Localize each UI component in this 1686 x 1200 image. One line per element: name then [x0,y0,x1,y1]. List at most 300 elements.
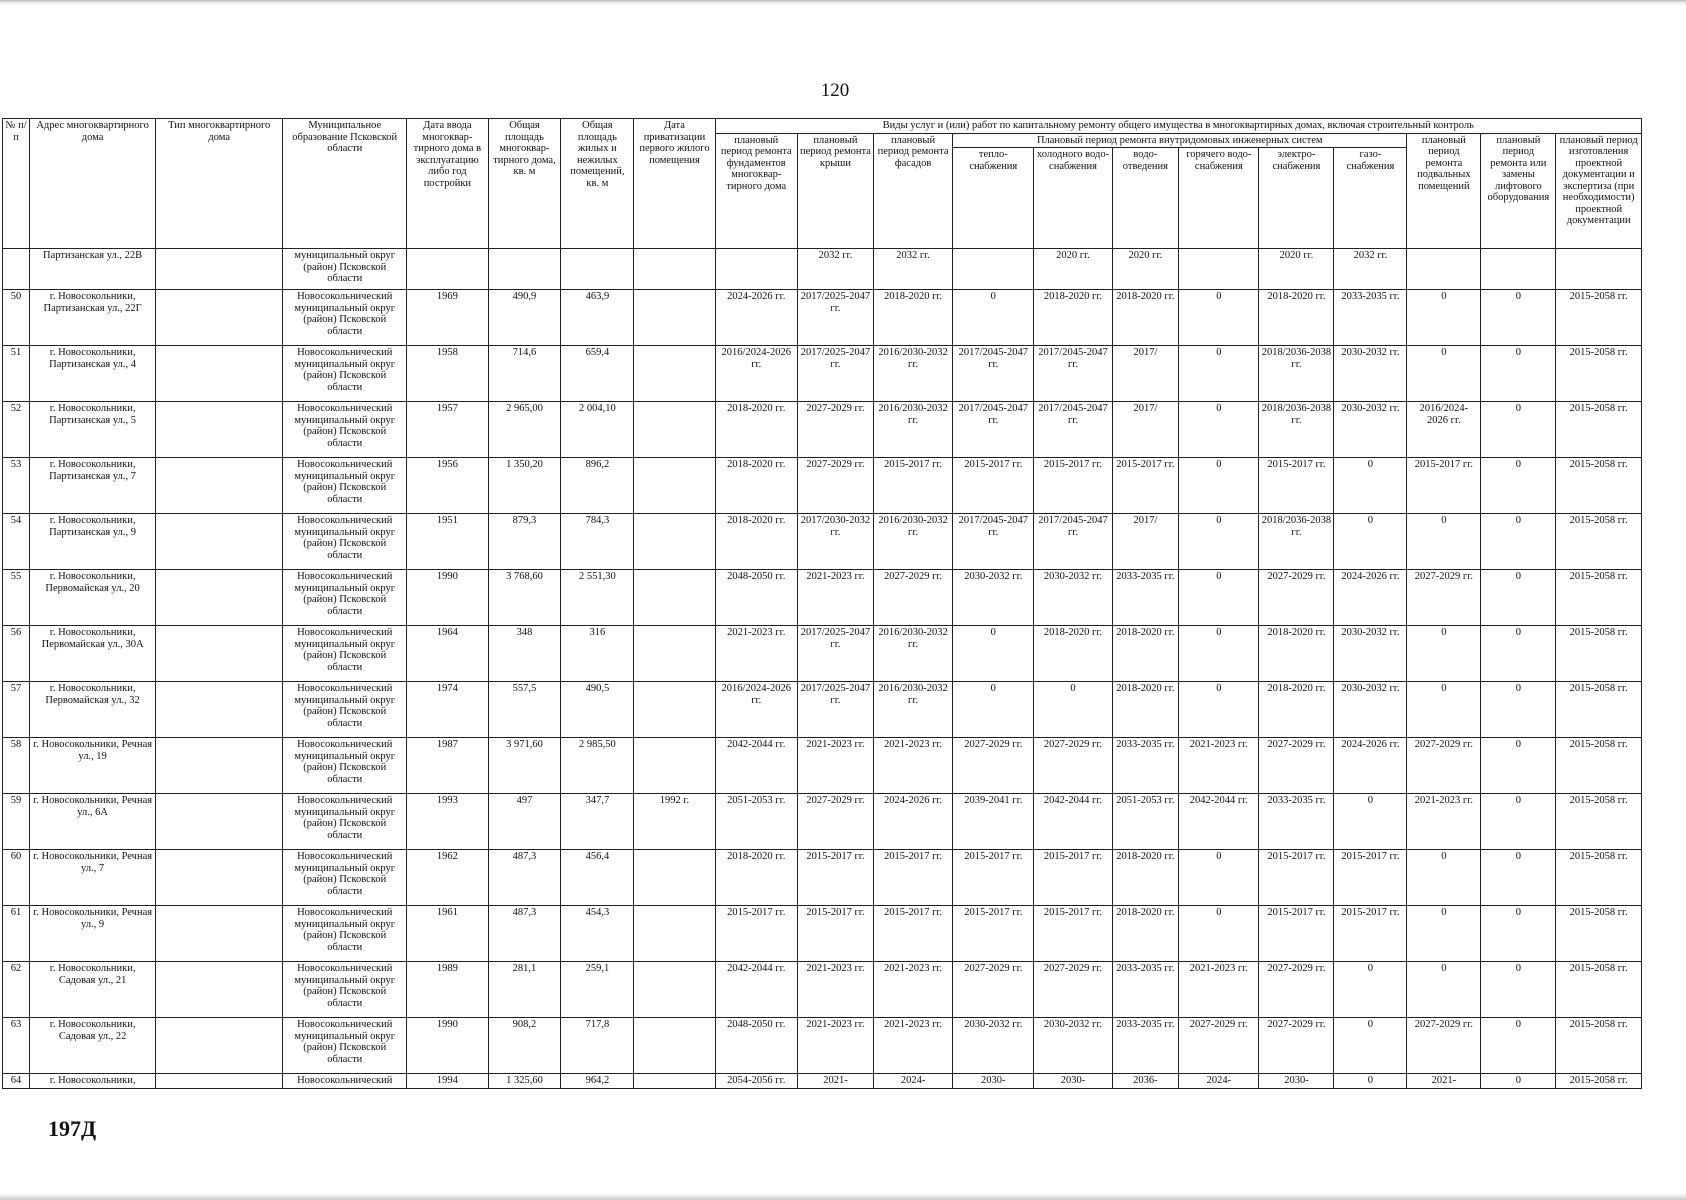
cell-year: 1974 [407,682,488,738]
cell-address: г. Новосокольники, Речная ул., 7 [30,850,156,906]
cell-sewer: 2015-2017 гг. [1112,458,1179,514]
cell-elevator: 0 [1481,962,1556,1018]
cell-roof: 2017/2025-2047 гг. [797,682,873,738]
cell-gas: 2024-2026 гг. [1334,570,1407,626]
cell-heat: 2017/2045-2047 гг. [953,402,1034,458]
cell-electric: 2027-2029 гг. [1259,1018,1334,1074]
header-works-group: Виды услуг и (или) работ по капитальному ремонту общего имущества в многоквартирных домах, включая строительный контроль [715,119,1641,134]
cell-sewer: 2033-2035 гг. [1112,1018,1179,1074]
cell-cold-water: 2017/2045-2047 гг. [1034,402,1112,458]
header-total-area: Общая площадь многоквар-тирного дома, кв. м [488,119,561,249]
cell-elevator: 0 [1481,906,1556,962]
header-design: плановый период изготовления проектной документации и экспертиза (при необходимости) проектной документации [1556,133,1642,249]
header-electric: электро-снабжения [1259,148,1334,249]
cell-facade: 2032 гг. [873,249,952,290]
cell-basement: 2027-2029 гг. [1407,1018,1481,1074]
cell-design: 2015-2058 гг. [1556,458,1642,514]
cell-premises-area: 717,8 [561,1018,634,1074]
cell-cold-water: 2015-2017 гг. [1034,906,1112,962]
header-gas: газо-снабжения [1334,148,1407,249]
cell-design: 2015-2058 гг. [1556,402,1642,458]
cell-facade: 2016/2030-2032 гг. [873,682,952,738]
cell-gas: 2030-2032 гг. [1334,626,1407,682]
cell-total-area: 2 965,00 [488,402,561,458]
cell-hot-water: 0 [1179,570,1259,626]
header-basement: плановый период ремонта подвальных помещений [1407,133,1481,249]
header-privatization-date: Дата приватизации первого жилого помещения [634,119,715,249]
cell-basement: 2021-2023 гг. [1407,794,1481,850]
cell-address: г. Новосокольники, Речная ул., 9 [30,906,156,962]
cell-hot-water [1179,249,1259,290]
cell-type [156,402,283,458]
cell-num: 52 [3,402,30,458]
cell-premises-area: 454,3 [561,906,634,962]
cell-hot-water: 0 [1179,290,1259,346]
table-row [3,346,1642,402]
cell-foundation: 2016/2024-2026 гг. [715,346,797,402]
cell-premises-area [561,249,634,290]
cell-gas: 0 [1334,458,1407,514]
cell-cold-water: 2015-2017 гг. [1034,458,1112,514]
cell-heat: 2030-2032 гг. [953,1018,1034,1074]
cell-type [156,458,283,514]
cell-num: 57 [3,682,30,738]
cell-total-area: 487,3 [488,850,561,906]
cell-foundation: 2054-2056 гг. [715,1074,797,1089]
cell-municipality: Новосокольнический муниципальный округ (район) Псковской области [283,626,407,682]
cell-heat: 0 [953,682,1034,738]
cell-facade: 2016/2030-2032 гг. [873,402,952,458]
cell-address: г. Новосокольники, Партизанская ул., 5 [30,402,156,458]
cell-municipality: Новосокольнический муниципальный округ (район) Псковской области [283,850,407,906]
cell-cold-water: 2030- [1034,1074,1112,1089]
cell-num: 61 [3,906,30,962]
cell-priv-date [634,626,715,682]
cell-foundation: 2015-2017 гг. [715,906,797,962]
cell-electric: 2033-2035 гг. [1259,794,1334,850]
cell-gas: 0 [1334,1074,1407,1089]
cell-basement: 0 [1407,962,1481,1018]
cell-basement: 0 [1407,906,1481,962]
scan-edge-top [0,0,1686,6]
cell-design: 2015-2058 гг. [1556,850,1642,906]
table-body [3,249,1642,1089]
cell-sewer: 2018-2020 гг. [1112,626,1179,682]
cell-electric: 2015-2017 гг. [1259,906,1334,962]
cell-hot-water: 0 [1179,514,1259,570]
cell-cold-water: 2030-2032 гг. [1034,570,1112,626]
cell-facade: 2021-2023 гг. [873,1018,952,1074]
cell-gas: 2024-2026 гг. [1334,738,1407,794]
table-row [3,794,1642,850]
cell-num: 54 [3,514,30,570]
cell-elevator: 0 [1481,458,1556,514]
cell-gas: 0 [1334,514,1407,570]
cell-address: г. Новосокольники, Садовая ул., 22 [30,1018,156,1074]
cell-electric: 2020 гг. [1259,249,1334,290]
cell-heat: 2030-2032 гг. [953,570,1034,626]
cell-roof: 2021-2023 гг. [797,570,873,626]
table-header [3,119,1642,249]
cell-design: 2015-2058 гг. [1556,906,1642,962]
cell-municipality: Новосокольнический муниципальный округ (район) Псковской области [283,402,407,458]
cell-roof: 2017/2025-2047 гг. [797,346,873,402]
cell-heat: 0 [953,290,1034,346]
table-row [3,458,1642,514]
cell-municipality: Новосокольнический [283,1074,407,1089]
cell-year: 1969 [407,290,488,346]
cell-type [156,962,283,1018]
header-type: Тип многоквартирного дома [156,119,283,249]
cell-type [156,906,283,962]
cell-gas: 2030-2032 гг. [1334,346,1407,402]
cell-heat: 2015-2017 гг. [953,458,1034,514]
table-row-partial [3,249,1642,290]
cell-priv-date [634,402,715,458]
scan-edge-bottom [0,1192,1686,1200]
cell-roof: 2017/2025-2047 гг. [797,290,873,346]
cell-facade: 2018-2020 гг. [873,290,952,346]
cell-hot-water: 0 [1179,906,1259,962]
header-commission-date: Дата ввода многоквар-тирного дома в эксплуатацию либо год постройки [407,119,488,249]
cell-facade: 2015-2017 гг. [873,458,952,514]
cell-num [3,249,30,290]
header-cold-water: холодного водо-снабжения [1034,148,1112,249]
cell-foundation: 2051-2053 гг. [715,794,797,850]
cell-total-area: 879,3 [488,514,561,570]
cell-heat: 2027-2029 гг. [953,738,1034,794]
cell-design: 2015-2058 гг. [1556,962,1642,1018]
cell-sewer: 2017/ [1112,514,1179,570]
cell-municipality: Новосокольнический муниципальный округ (район) Псковской области [283,514,407,570]
cell-foundation: 2018-2020 гг. [715,850,797,906]
table-row [3,570,1642,626]
cell-priv-date [634,1018,715,1074]
cell-foundation: 2024-2026 гг. [715,290,797,346]
cell-year: 1994 [407,1074,488,1089]
cell-year: 1961 [407,906,488,962]
cell-year: 1956 [407,458,488,514]
cell-hot-water: 2042-2044 гг. [1179,794,1259,850]
cell-total-area: 487,3 [488,906,561,962]
cell-cold-water: 2017/2045-2047 гг. [1034,514,1112,570]
cell-gas: 0 [1334,1018,1407,1074]
cell-premises-area: 456,4 [561,850,634,906]
cell-design: 2015-2058 гг. [1556,626,1642,682]
cell-roof: 2017/2025-2047 гг. [797,626,873,682]
cell-gas: 0 [1334,794,1407,850]
cell-premises-area: 896,2 [561,458,634,514]
cell-design: 2015-2058 гг. [1556,290,1642,346]
cell-foundation: 2042-2044 гг. [715,738,797,794]
cell-roof: 2015-2017 гг. [797,850,873,906]
cell-municipality: Новосокольнический муниципальный округ (район) Псковской области [283,346,407,402]
cell-hot-water: 0 [1179,458,1259,514]
cell-municipality: Новосокольнический муниципальный округ (район) Псковской области [283,682,407,738]
table-row [3,738,1642,794]
cell-hot-water: 2027-2029 гг. [1179,1018,1259,1074]
cell-priv-date [634,906,715,962]
cell-heat: 2039-2041 гг. [953,794,1034,850]
cell-facade: 2024-2026 гг. [873,794,952,850]
cell-elevator: 0 [1481,850,1556,906]
cell-cold-water: 2018-2020 гг. [1034,290,1112,346]
cell-roof: 2027-2029 гг. [797,794,873,850]
cell-municipality: Новосокольнический муниципальный округ (район) Псковской области [283,458,407,514]
cell-municipality: Новосокольнический муниципальный округ (район) Псковской области [283,906,407,962]
cell-address: г. Новосокольники, Партизанская ул., 9 [30,514,156,570]
cell-type [156,1018,283,1074]
cell-hot-water: 0 [1179,682,1259,738]
cell-num: 60 [3,850,30,906]
header-facade: плановый период ремонта фасадов [873,133,952,249]
document-code: 197Д [48,1116,97,1141]
cell-gas: 2030-2032 гг. [1334,682,1407,738]
cell-design: 2015-2058 гг. [1556,514,1642,570]
cell-hot-water: 0 [1179,850,1259,906]
cell-cold-water: 0 [1034,682,1112,738]
header-roof: плановый период ремонта крыши [797,133,873,249]
cell-electric: 2030- [1259,1074,1334,1089]
table-row [3,906,1642,962]
cell-gas: 2015-2017 гг. [1334,850,1407,906]
cell-design: 2015-2058 гг. [1556,1074,1642,1089]
cell-foundation: 2021-2023 гг. [715,626,797,682]
cell-address: г. Новосокольники, Речная ул., 6А [30,794,156,850]
cell-sewer: 2051-2053 гг. [1112,794,1179,850]
cell-foundation: 2018-2020 гг. [715,514,797,570]
cell-foundation: 2018-2020 гг. [715,458,797,514]
cell-municipality: Новосокольнический муниципальный округ (район) Псковской области [283,1018,407,1074]
cell-heat: 2027-2029 гг. [953,962,1034,1018]
cell-sewer: 2033-2035 гг. [1112,570,1179,626]
cell-foundation: 2018-2020 гг. [715,402,797,458]
cell-roof: 2021-2023 гг. [797,962,873,1018]
cell-heat [953,249,1034,290]
cell-elevator: 0 [1481,402,1556,458]
cell-type [156,1074,283,1089]
cell-type [156,290,283,346]
cell-num: 55 [3,570,30,626]
cell-total-area: 281,1 [488,962,561,1018]
cell-sewer: 2018-2020 гг. [1112,850,1179,906]
cell-basement: 2027-2029 гг. [1407,738,1481,794]
cell-roof: 2032 гг. [797,249,873,290]
cell-cold-water: 2027-2029 гг. [1034,962,1112,1018]
cell-elevator: 0 [1481,626,1556,682]
cell-num: 56 [3,626,30,682]
cell-address: г. Новосокольники, Партизанская ул., 7 [30,458,156,514]
cell-cold-water: 2018-2020 гг. [1034,626,1112,682]
table-row [3,402,1642,458]
cell-num: 59 [3,794,30,850]
cell-electric: 2027-2029 гг. [1259,570,1334,626]
cell-total-area: 490,9 [488,290,561,346]
cell-total-area: 714,6 [488,346,561,402]
header-engineering-group: Плановый период ремонта внутридомовых инженерных систем [953,133,1407,148]
cell-premises-area: 347,7 [561,794,634,850]
table-row [3,682,1642,738]
cell-electric: 2027-2029 гг. [1259,962,1334,1018]
cell-priv-date [634,346,715,402]
cell-num: 62 [3,962,30,1018]
cell-num: 50 [3,290,30,346]
cell-facade: 2016/2030-2032 гг. [873,514,952,570]
cell-basement: 0 [1407,290,1481,346]
page-number: 120 [820,80,850,101]
cell-municipality: Новосокольнический муниципальный округ (район) Псковской области [283,290,407,346]
cell-year: 1951 [407,514,488,570]
cell-design [1556,249,1642,290]
header-num: № п/п [3,119,30,249]
cell-sewer: 2018-2020 гг. [1112,290,1179,346]
cell-type [156,794,283,850]
cell-year: 1962 [407,850,488,906]
cell-electric: 2018-2020 гг. [1259,682,1334,738]
cell-basement: 0 [1407,626,1481,682]
cell-roof: 2015-2017 гг. [797,906,873,962]
table-row [3,962,1642,1018]
cell-address: г. Новосокольники, Первомайская ул., 32 [30,682,156,738]
cell-facade: 2016/2030-2032 гг. [873,346,952,402]
cell-basement: 2015-2017 гг. [1407,458,1481,514]
cell-basement: 0 [1407,346,1481,402]
cell-total-area [488,249,561,290]
cell-year [407,249,488,290]
cell-heat: 2017/2045-2047 гг. [953,346,1034,402]
cell-year: 1958 [407,346,488,402]
cell-type [156,514,283,570]
header-hot-water: горячего водо-снабжения [1179,148,1259,249]
cell-total-area: 1 325,60 [488,1074,561,1089]
cell-roof: 2021- [797,1074,873,1089]
cell-electric: 2015-2017 гг. [1259,850,1334,906]
cell-priv-date [634,682,715,738]
cell-type [156,626,283,682]
cell-municipality: Новосокольнический муниципальный округ (район) Псковской области [283,962,407,1018]
cell-cold-water: 2020 гг. [1034,249,1112,290]
cell-sewer: 2020 гг. [1112,249,1179,290]
cell-type [156,249,283,290]
cell-electric: 2018-2020 гг. [1259,626,1334,682]
cell-design: 2015-2058 гг. [1556,1018,1642,1074]
header-heat: тепло-снабжения [953,148,1034,249]
cell-sewer: 2018-2020 гг. [1112,682,1179,738]
table-row [3,1018,1642,1074]
cell-premises-area: 2 985,50 [561,738,634,794]
cell-premises-area: 784,3 [561,514,634,570]
table-row [3,626,1642,682]
cell-facade: 2027-2029 гг. [873,570,952,626]
cell-elevator: 0 [1481,682,1556,738]
cell-hot-water: 2021-2023 гг. [1179,738,1259,794]
cell-address: г. Новосокольники, Садовая ул., 21 [30,962,156,1018]
cell-priv-date [634,458,715,514]
cell-municipality: Новосокольнический муниципальный округ (район) Псковской области [283,570,407,626]
cell-facade: 2016/2030-2032 гг. [873,626,952,682]
cell-basement [1407,249,1481,290]
cell-design: 2015-2058 гг. [1556,346,1642,402]
table-row [3,850,1642,906]
cell-elevator: 0 [1481,1074,1556,1089]
cell-design: 2015-2058 гг. [1556,794,1642,850]
cell-address: г. Новосокольники, Речная ул., 19 [30,738,156,794]
cell-priv-date [634,850,715,906]
cell-facade: 2024- [873,1074,952,1089]
cell-roof: 2027-2029 гг. [797,402,873,458]
cell-heat: 0 [953,626,1034,682]
cell-premises-area: 463,9 [561,290,634,346]
cell-num: 63 [3,1018,30,1074]
cell-total-area: 3 971,60 [488,738,561,794]
cell-year: 1990 [407,1018,488,1074]
cell-total-area: 557,5 [488,682,561,738]
cell-heat: 2030- [953,1074,1034,1089]
cell-heat: 2015-2017 гг. [953,850,1034,906]
cell-priv-date [634,962,715,1018]
cell-address: г. Новосокольники, Первомайская ул., 20 [30,570,156,626]
cell-foundation: 2048-2050 гг. [715,1018,797,1074]
cell-year: 1990 [407,570,488,626]
header-municipality: Муниципальное образование Псковской области [283,119,407,249]
cell-elevator [1481,249,1556,290]
cell-foundation [715,249,797,290]
cell-priv-date [634,570,715,626]
cell-basement: 0 [1407,850,1481,906]
cell-design: 2015-2058 гг. [1556,682,1642,738]
cell-num: 51 [3,346,30,402]
cell-facade: 2021-2023 гг. [873,962,952,1018]
cell-elevator: 0 [1481,1018,1556,1074]
cell-hot-water: 2021-2023 гг. [1179,962,1259,1018]
header-elevator: плановый период ремонта или замены лифтового оборудования [1481,133,1556,249]
cell-priv-date [634,1074,715,1089]
header-sewer: водо-отведения [1112,148,1179,249]
cell-year: 1987 [407,738,488,794]
cell-hot-water: 0 [1179,626,1259,682]
cell-hot-water: 0 [1179,402,1259,458]
cell-sewer: 2033-2035 гг. [1112,962,1179,1018]
cell-premises-area: 259,1 [561,962,634,1018]
cell-cold-water: 2027-2029 гг. [1034,738,1112,794]
cell-roof: 2021-2023 гг. [797,738,873,794]
cell-sewer: 2036- [1112,1074,1179,1089]
cell-municipality: Новосокольнический муниципальный округ (район) Псковской области [283,794,407,850]
cell-premises-area: 659,4 [561,346,634,402]
cell-sewer: 2033-2035 гг. [1112,738,1179,794]
cell-foundation: 2016/2024-2026 гг. [715,682,797,738]
cell-premises-area: 490,5 [561,682,634,738]
cell-foundation: 2048-2050 гг. [715,570,797,626]
table-row [3,514,1642,570]
cell-elevator: 0 [1481,514,1556,570]
cell-address: г. Новосокольники, Первомайская ул., 30А [30,626,156,682]
cell-facade: 2015-2017 гг. [873,850,952,906]
cell-cold-water: 2030-2032 гг. [1034,1018,1112,1074]
cell-foundation: 2042-2044 гг. [715,962,797,1018]
cell-gas: 2033-2035 гг. [1334,290,1407,346]
cell-electric: 2018/2036-2038 гг. [1259,402,1334,458]
cell-address: г. Новосокольники, Партизанская ул., 4 [30,346,156,402]
cell-facade: 2015-2017 гг. [873,906,952,962]
cell-electric: 2015-2017 гг. [1259,458,1334,514]
cell-type [156,682,283,738]
cell-cold-water: 2015-2017 гг. [1034,850,1112,906]
cell-basement: 2016/2024-2026 гг. [1407,402,1481,458]
cell-sewer: 2018-2020 гг. [1112,906,1179,962]
cell-roof: 2017/2030-2032 гг. [797,514,873,570]
cell-total-area: 3 768,60 [488,570,561,626]
